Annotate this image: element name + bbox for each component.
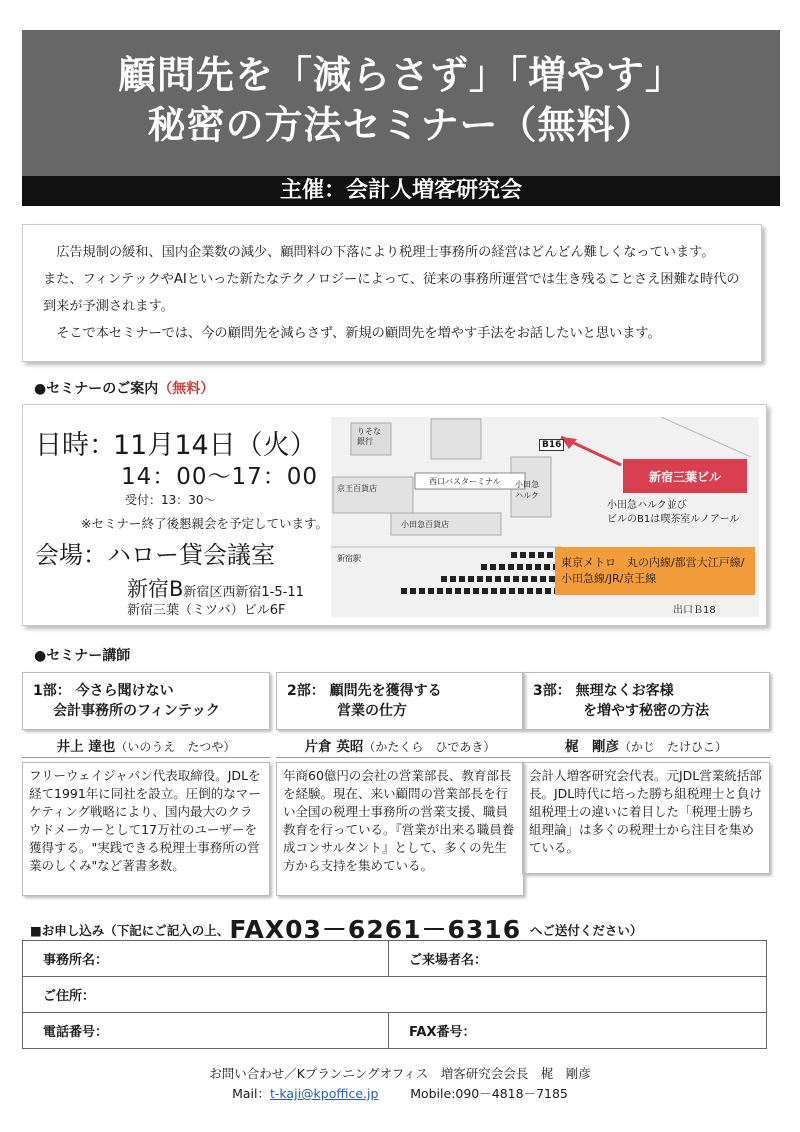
- address-label: ご住所：: [43, 989, 96, 1004]
- mobile-number: Mobile:090－4818－7185: [410, 1086, 568, 1101]
- lecturer-card-3: [522, 672, 770, 874]
- address-field[interactable]: [23, 977, 767, 1013]
- lecturer-bio: フリーウェイジャパン代表取締役。JDLを経て1991年に同社を設立。圧倒的なマーケティング戦略により、国内最大のクラウドメーカーとして17万社のユーザーを獲得する。"実践できる税理士事務所の営業のしくみ"など著書多数。: [22, 762, 270, 896]
- lecture-part: 2部：: [287, 683, 325, 699]
- seminar-info-heading-text: ●セミナーのご案内: [34, 381, 159, 397]
- lecture-title-box: [22, 672, 270, 730]
- lecturer-bio: 会計人増客研究会代表。元JDL営業統括部長。JDL時代に培った勝ち組税理士と負け組税理士の違いに着目した「税理士勝ち組理論」は多くの税理士から注目を集めている。: [522, 762, 770, 874]
- intro-box: [22, 224, 762, 362]
- fax-field[interactable]: [389, 1013, 767, 1049]
- lecture-title-line1: [33, 681, 259, 701]
- address-name: 新宿B: [127, 577, 184, 601]
- reception-time: 受付：13：30～: [125, 493, 216, 507]
- lecture-title-box: [522, 672, 770, 730]
- lecture-title-box: [276, 672, 524, 730]
- bank-label: りそな銀行: [357, 427, 381, 446]
- rail-lines-box: [555, 547, 755, 595]
- intro-line: また、フィンテックやAIといった新たなテクノロジーによって、従来の事務所運営では生き残ることさえ困難な時代の: [43, 272, 740, 287]
- seminar-info-box: [22, 404, 767, 626]
- lecturers-heading: ●セミナー講師: [34, 648, 131, 664]
- lecture-part: 3部：: [533, 683, 571, 699]
- lecturer-card-1: [22, 672, 270, 896]
- lecture-title-line2: 営業の仕方: [337, 703, 407, 719]
- venue-name: 会場：ハロー貸会議室: [35, 541, 275, 569]
- fax-number: FAX03－6261－6316: [229, 915, 522, 944]
- phone-label: 電話番号：: [43, 1025, 109, 1040]
- shop-note-line2: ビルのB1は喫茶室ルノアール: [607, 514, 740, 525]
- access-map: [331, 417, 759, 617]
- apply-lead: ■お申し込み（下記にご記入の上、: [30, 923, 230, 938]
- seminar-time: 14：00～17：00: [121, 464, 319, 490]
- title-line1: 顧問先を「減らさず」「増やす」: [117, 53, 684, 97]
- intro-line: 広告規制の緩和、国内企業数の減少、顧問料の下落により税理士事務所の経営はどんどん難しくなっています。: [56, 245, 715, 260]
- lecturer-name: [522, 736, 770, 758]
- shop-note-line1: 小田急ハルク並び: [607, 500, 687, 511]
- lecturer-kana: （かじ たけひこ）: [618, 740, 727, 754]
- apply-tail: へご送付ください）: [529, 923, 643, 938]
- lecturer-kana: （いのうえ たつや）: [115, 740, 236, 754]
- shop-note: [607, 499, 739, 527]
- lecturer-name: [276, 736, 524, 758]
- lecture-title-line1: [533, 681, 759, 701]
- exit-label: 出口Ｂ18: [673, 605, 716, 616]
- intro-line: 到来が予測されます。: [43, 299, 174, 314]
- attendee-name-field[interactable]: [389, 941, 767, 977]
- application-form: [22, 940, 767, 1049]
- lecturer-name: [22, 736, 270, 758]
- odakyu-label: 小田急百貨店: [401, 520, 449, 529]
- fax-label: FAX番号：: [409, 1025, 476, 1040]
- mail-link[interactable]: t-kaji@kpoffice.jp: [270, 1086, 379, 1101]
- rail-line1: 東京メトロ 丸の内線/都営大江戸線/: [561, 556, 745, 569]
- lecture-title-text: 無理なくお客様: [575, 683, 674, 699]
- b16-exit-label: B16: [539, 439, 564, 451]
- address-detail: 新宿区西新宿1-5-11: [183, 585, 304, 600]
- attendee-name-label: ご来場者名：: [409, 953, 488, 968]
- lecture-title-line2: 会計事務所のフィンテック: [53, 703, 220, 719]
- lecturer-card-2: [276, 672, 524, 896]
- free-label: （無料）: [158, 381, 215, 397]
- lecture-title-line2: を増やす秘密の方法: [583, 703, 709, 719]
- contact-line1: お問い合わせ／Kプランニングオフィス 増客研究会会長 梶 剛彦: [209, 1066, 591, 1081]
- lecturer-name-text: 梶 剛彦: [564, 739, 619, 755]
- afterparty-note: ※セミナー終了後懇親会を予定しています。: [81, 516, 328, 531]
- odakyu-halc-label: 小田急ハルク: [515, 480, 539, 500]
- intro-line: そこで本セミナーでは、今の顧問先を減らさず、新規の顧問先を増やす手法をお話したいと思います。: [56, 326, 661, 341]
- phone-field[interactable]: [23, 1013, 389, 1049]
- lecture-title-line1: [287, 681, 513, 701]
- lecturer-kana: （かたくら ひであき）: [363, 740, 496, 754]
- header-banner: [22, 30, 780, 176]
- keio-label: 京王百貨店: [337, 484, 377, 493]
- lecturer-bio: 年商60億円の会社の営業部長、教育部長を経験。現在、来い顧問の営業部長を行い全国の税理士事務所の営業支援、職員教育を行っている。『営業が出来る職員養成コンサルタント』として、多くの先生方から支持を集めている。: [276, 762, 524, 896]
- contact-line2: [0, 1084, 800, 1102]
- lecturer-name-text: 片倉 英昭: [304, 739, 364, 755]
- building-label: 新宿三葉ビル: [623, 459, 747, 493]
- lecture-part: 1部：: [33, 683, 71, 699]
- shinjuku-station-label: 新宿駅: [337, 554, 361, 563]
- lecture-title-text: 今さら聞けない: [75, 683, 174, 699]
- office-name-field[interactable]: [23, 941, 389, 977]
- rail-line2: 小田急線/JR/京王線: [561, 572, 657, 585]
- lecture-title-text: 顧問先を獲得する: [329, 683, 442, 699]
- office-name-label: 事務所名：: [43, 953, 109, 968]
- mail-label: Mail：: [232, 1086, 270, 1101]
- organizer-bar: 主催：会計人増客研究会: [22, 176, 780, 206]
- bus-terminal-label: 西口バスターミナル: [429, 477, 501, 486]
- datetime-label: 日時：: [35, 430, 116, 461]
- title-line2: 秘密の方法セミナー（無料）: [147, 103, 655, 147]
- seminar-date: 11月14日（火）: [113, 430, 317, 461]
- seminar-info-heading: [34, 378, 214, 398]
- lecturer-name-text: 井上 達也: [56, 739, 116, 755]
- venue-building: 新宿三葉（ミツバ）ビル6F: [127, 603, 286, 618]
